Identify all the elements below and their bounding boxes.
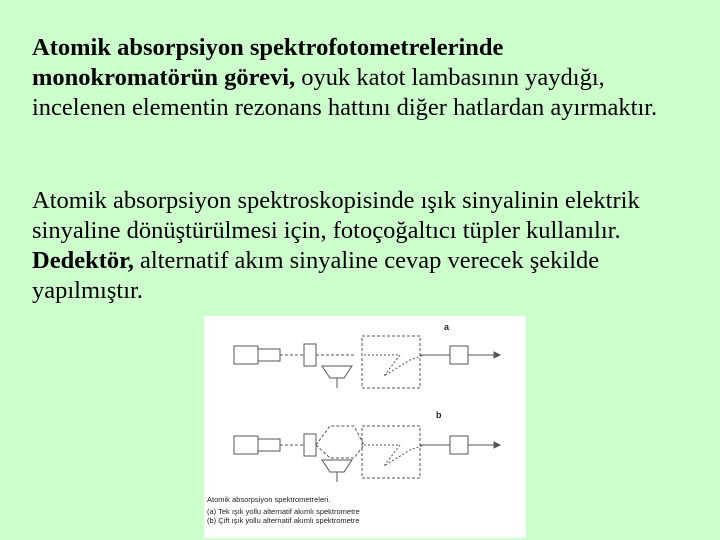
figure-caption-title: Atomik absorpsiyon spektrometreleri. bbox=[207, 495, 331, 504]
paragraph-monochromator bbox=[32, 33, 702, 123]
spectrometer-diagram bbox=[204, 316, 526, 538]
lamp-box-a bbox=[234, 346, 258, 364]
burner-a bbox=[322, 366, 352, 378]
monochromator-b bbox=[362, 426, 420, 478]
paragraph2-text-part2: alternatif akım sinyaline cevap verecek şekilde yapılmıştır. bbox=[32, 247, 600, 304]
bold-heading-line1: Atomik absorpsiyon spektrofotometrelerinde bbox=[32, 34, 504, 61]
label-b: b bbox=[436, 410, 442, 420]
paragraph2-text-part1: Atomik absorpsiyon spektroskopisinde ışık sinyalinin elektrik sinyaline dönüştürülmesi için, fotoçoğaltıcı tüpler kullanılır. bbox=[32, 187, 640, 244]
detector-a bbox=[450, 346, 468, 364]
paragraph1-text: oyuk katot lambasının yaydığı, incelenen elementin rezonans hattını diğer hatlardan ayırmaktır. bbox=[32, 64, 658, 121]
lamp-box-b bbox=[234, 436, 258, 454]
burner-b bbox=[322, 460, 352, 472]
figure-caption-b: (b) Çift ışık yollu alternatif akımlı spektrometre bbox=[207, 516, 360, 525]
figure-caption-a: (a) Tek ışık yollu alternatif akımlı spektrometre bbox=[207, 507, 360, 516]
lamp-body-b bbox=[258, 439, 280, 451]
label-a: a bbox=[444, 322, 450, 332]
monochromator-a bbox=[362, 336, 420, 388]
chopper-b bbox=[304, 434, 316, 456]
bold-detector: Dedektör, bbox=[32, 247, 134, 274]
paragraph-detector bbox=[32, 186, 702, 306]
detector-b bbox=[450, 436, 468, 454]
lamp-body-a bbox=[258, 349, 280, 361]
bold-heading-line2: monokromatörün görevi, bbox=[32, 64, 296, 91]
diagram-drawing bbox=[204, 316, 526, 538]
chopper-a bbox=[304, 344, 316, 366]
